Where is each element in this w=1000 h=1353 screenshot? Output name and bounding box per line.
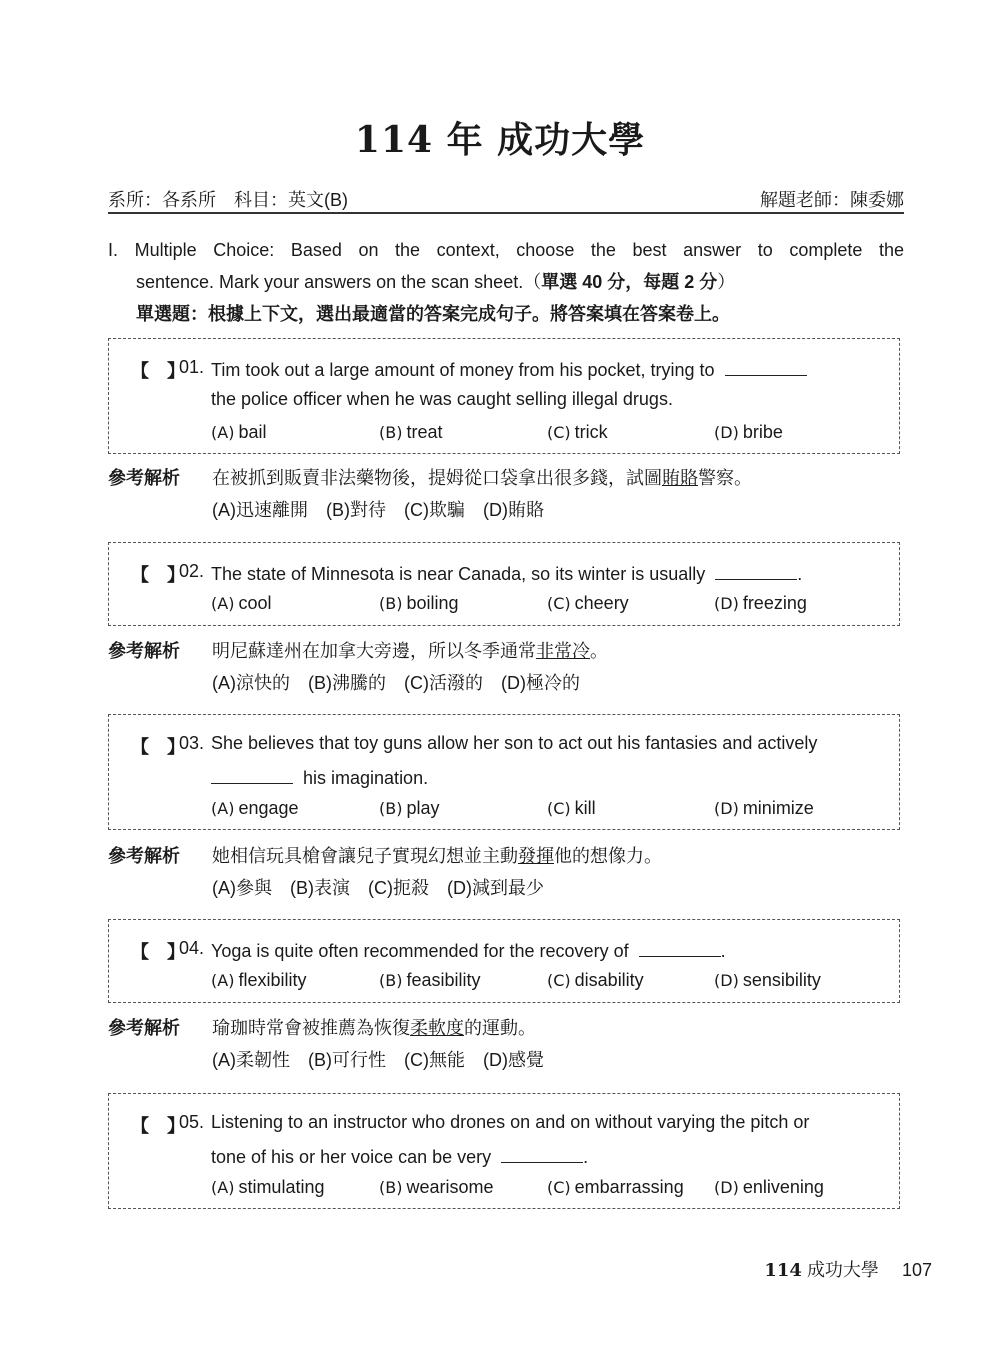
answer-bracket[interactable]: 【 】 — [131, 1116, 185, 1136]
instruction-word: Multiple — [134, 240, 197, 260]
option-text: engage — [238, 798, 299, 818]
explanation-option: (D)減到最少 — [447, 878, 544, 898]
option-a[interactable] — [211, 970, 306, 991]
explanation-label: 參考解析 — [108, 1018, 180, 1038]
instruction-text: ） — [717, 272, 736, 292]
answer-bracket[interactable]: 【 】 — [131, 565, 185, 585]
option-text: enlivening — [742, 1177, 824, 1197]
question-text-line-2 — [211, 1144, 588, 1168]
option-c[interactable] — [547, 593, 629, 614]
option-text: wearisome — [406, 1177, 494, 1197]
answer-bracket[interactable]: 【 】 — [131, 361, 185, 381]
instruction-word: I. — [108, 240, 119, 260]
option-d[interactable] — [714, 1177, 824, 1198]
explanation-option: (C)欺騙 — [404, 500, 465, 520]
answer-blank — [211, 765, 293, 784]
footer-year: 114 — [764, 1260, 802, 1281]
option-text: cheery — [574, 593, 629, 613]
option-letter: (C) — [547, 594, 571, 613]
option-text: minimize — [742, 798, 814, 818]
explanation-options — [212, 496, 562, 522]
answer-blank — [725, 357, 807, 376]
question-number: 05. — [179, 1112, 205, 1132]
department-label: 系所：各系所 — [108, 190, 216, 210]
explanation-label: 參考解析 — [108, 468, 180, 488]
question-text: Listening to an instructor who drones on and on without varying the pitch or — [211, 1112, 810, 1132]
option-text: disability — [574, 970, 644, 990]
explanation-option: (C)無能 — [404, 1050, 465, 1070]
instruction-line-1 — [108, 234, 904, 266]
question-text-line-2 — [211, 765, 428, 789]
option-text: boiling — [406, 593, 459, 613]
explanation-answer: 非常冷 — [536, 641, 590, 661]
explanation-text: 的運動。 — [464, 1018, 536, 1038]
option-letter: (A) — [211, 971, 235, 990]
explanation-option: (B)可行性 — [308, 1050, 386, 1070]
option-text: treat — [406, 422, 443, 442]
option-letter: (D) — [714, 423, 739, 442]
explanation-label: 參考解析 — [108, 641, 180, 661]
option-d[interactable] — [714, 422, 783, 443]
answer-bracket[interactable]: 【 】 — [131, 942, 185, 962]
instruction-word: choose — [516, 240, 575, 260]
option-text: feasibility — [406, 970, 481, 990]
explanation-options — [212, 874, 562, 900]
option-letter: (D) — [714, 971, 739, 990]
option-a[interactable] — [211, 1177, 324, 1198]
option-text: sensibility — [742, 970, 821, 990]
explanation-text: 在被抓到販賣非法藥物後，提姆從口袋拿出很多錢，試圖 — [212, 468, 662, 488]
option-letter: (C) — [547, 423, 571, 442]
option-letter: (B) — [379, 423, 403, 442]
header-meta — [108, 186, 904, 214]
instruction-text: sentence. Mark your answers on the scan sheet.（ — [136, 272, 542, 292]
explanation-text: 瑜珈時常會被推薦為恢復 — [212, 1018, 410, 1038]
question-text-end: . — [720, 941, 726, 961]
option-text: flexibility — [238, 970, 307, 990]
question-text: his imagination. — [303, 768, 429, 788]
option-letter: (D) — [714, 799, 739, 818]
explanation-options — [212, 1046, 562, 1072]
explanation-option: (C)扼殺 — [368, 878, 429, 898]
page-footer — [764, 1256, 932, 1282]
option-text: play — [406, 798, 440, 818]
subject-label: 科目：英文(B) — [234, 190, 348, 210]
option-a[interactable] — [211, 593, 271, 614]
question-number: 04. — [179, 938, 205, 958]
question-box-02 — [108, 542, 900, 626]
instruction-word: the — [590, 240, 616, 260]
instruction-line-2 — [108, 266, 904, 298]
option-text: bribe — [742, 422, 783, 442]
explanation-option: (B)沸騰的 — [308, 673, 386, 693]
option-letter: (A) — [211, 423, 235, 442]
answer-blank — [639, 938, 721, 957]
instruction-line-3: 單選題：根據上下文，選出最適當的答案完成句子。將答案填在答案卷上。 — [136, 304, 730, 324]
option-a[interactable] — [211, 798, 299, 819]
footer-school: 成功大學 — [806, 1260, 879, 1280]
question-text-line-2: the police officer when he was caught selling illegal drugs. — [211, 389, 673, 409]
option-c[interactable] — [547, 1177, 684, 1198]
score-note: 單選 40 分，每題 2 分 — [541, 272, 718, 292]
instruction-word: Based — [290, 240, 342, 260]
explanation-answer: 柔軟度 — [410, 1018, 464, 1038]
option-letter: (A) — [211, 799, 235, 818]
page-number: 107 — [901, 1260, 932, 1280]
question-number: 02. — [179, 561, 205, 581]
instruction-word: to — [757, 240, 773, 260]
explanation-answer: 發揮 — [518, 846, 554, 866]
option-letter: (D) — [714, 1178, 739, 1197]
answer-blank — [501, 1144, 583, 1163]
option-text: stimulating — [238, 1177, 325, 1197]
explanation-option: (A)柔韌性 — [212, 1050, 290, 1070]
explanation-option: (B)對待 — [326, 500, 386, 520]
option-c[interactable] — [547, 422, 608, 443]
option-b[interactable] — [379, 1177, 494, 1198]
instruction-word: on — [358, 240, 379, 260]
answer-bracket[interactable]: 【 】 — [131, 737, 185, 757]
option-text: embarrassing — [574, 1177, 684, 1197]
answer-blank — [715, 561, 797, 580]
question-box-03 — [108, 714, 900, 830]
instruction-word: complete — [789, 240, 863, 260]
option-letter: (D) — [714, 594, 739, 613]
option-letter: (B) — [379, 971, 403, 990]
teacher-label: 解題老師：陳委娜 — [760, 190, 904, 210]
question-text: Yoga is quite often recommended for the recovery of — [211, 941, 629, 961]
instruction-word: Choice: — [213, 240, 275, 260]
explanation-label: 參考解析 — [108, 846, 180, 866]
explanation-text: 她相信玩具槍會讓兒子實現幻想並主動 — [212, 846, 518, 866]
option-d[interactable] — [714, 970, 821, 991]
option-letter: (C) — [547, 971, 571, 990]
instruction-word: answer — [683, 240, 742, 260]
option-letter: (C) — [547, 799, 571, 818]
option-b[interactable] — [379, 422, 443, 443]
option-letter: (C) — [547, 1178, 571, 1197]
instruction-word: the — [395, 240, 421, 260]
question-text: tone of his or her voice can be very — [211, 1147, 492, 1167]
option-text: trick — [574, 422, 608, 442]
question-text: Tim took out a large amount of money from his pocket, trying to — [211, 360, 715, 380]
instruction-word: best — [632, 240, 667, 260]
question-text: The state of Minnesota is near Canada, so its winter is usually — [211, 564, 706, 584]
explanation-answer: 賄賂 — [662, 468, 698, 488]
instruction-word: the — [878, 240, 904, 260]
question-text: She believes that toy guns allow her son to act out his fantasies and actively — [211, 733, 818, 753]
option-b[interactable] — [379, 593, 459, 614]
explanation-text: 明尼蘇達州在加拿大旁邊，所以冬季通常 — [212, 641, 536, 661]
explanation-option: (A)涼快的 — [212, 673, 290, 693]
option-b[interactable] — [379, 798, 440, 819]
explanation-option: (A)參與 — [212, 878, 272, 898]
section-instructions — [108, 234, 904, 330]
explanation-option: (B)表演 — [290, 878, 350, 898]
option-b[interactable] — [379, 970, 481, 991]
option-c[interactable] — [547, 798, 596, 819]
option-d[interactable] — [714, 593, 807, 614]
question-box-01 — [108, 338, 900, 454]
explanation-option: (A)迅速離開 — [212, 500, 308, 520]
explanation-text: 他的想像力。 — [554, 846, 662, 866]
question-box-04 — [108, 919, 900, 1003]
question-number: 03. — [179, 733, 205, 753]
option-c[interactable] — [547, 970, 644, 991]
option-d[interactable] — [714, 798, 814, 819]
option-a[interactable] — [211, 422, 266, 443]
option-text: bail — [238, 422, 267, 442]
option-text: cool — [238, 593, 272, 613]
option-letter: (A) — [211, 1178, 235, 1197]
question-number: 01. — [179, 357, 205, 377]
option-letter: (B) — [379, 594, 403, 613]
question-box-05 — [108, 1093, 900, 1209]
explanation-option: (D)感覺 — [483, 1050, 544, 1070]
option-letter: (B) — [379, 799, 403, 818]
explanation-option: (D)賄賂 — [483, 500, 544, 520]
option-text: kill — [574, 798, 596, 818]
explanation-text: 。 — [590, 641, 608, 661]
question-text-end: . — [797, 564, 803, 584]
explanation-options — [212, 669, 598, 695]
option-letter: (A) — [211, 594, 235, 613]
page-title: 114 年 成功大學 — [354, 119, 646, 161]
explanation-option: (C)活潑的 — [404, 673, 483, 693]
option-letter: (B) — [379, 1178, 403, 1197]
option-text: freezing — [742, 593, 807, 613]
explanation-text: 警察。 — [698, 468, 752, 488]
explanation-option: (D)極冷的 — [501, 673, 580, 693]
question-text-end: . — [583, 1147, 589, 1167]
instruction-word: context, — [436, 240, 500, 260]
